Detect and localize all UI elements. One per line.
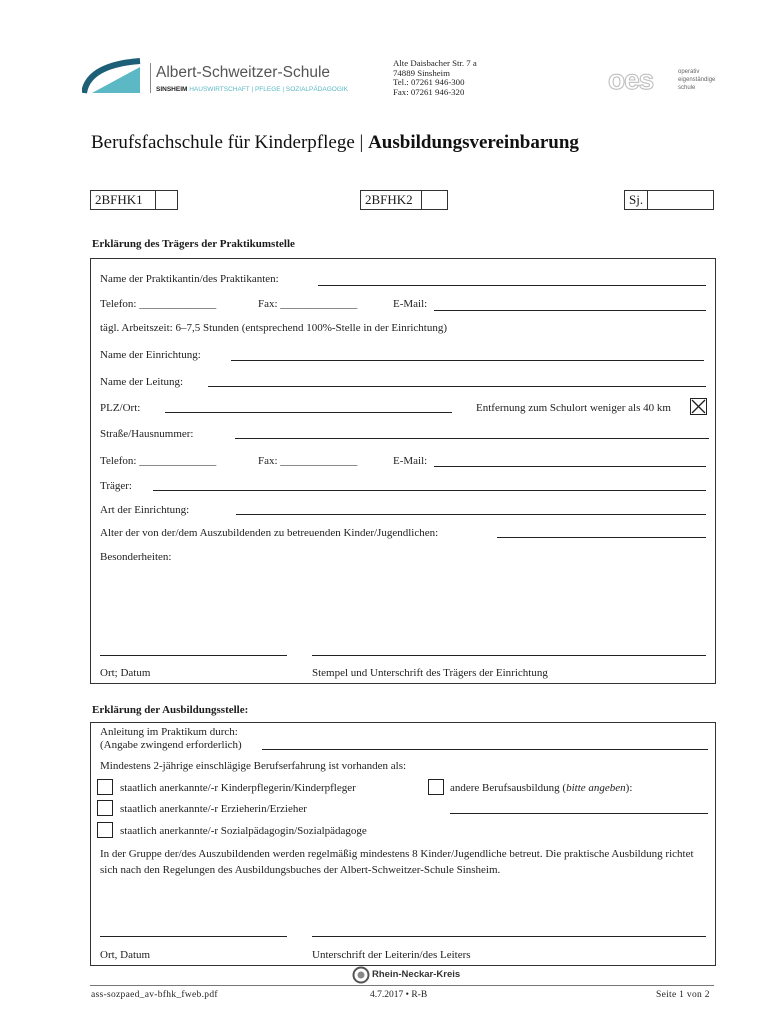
head-name-field[interactable] — [208, 386, 706, 387]
oes-logo: oes — [608, 64, 654, 95]
carrier-field[interactable] — [153, 490, 706, 491]
carrier-label: Träger: — [100, 480, 132, 492]
place-date-field-2[interactable] — [100, 936, 287, 937]
class-1-label: 2BFHK1 — [95, 192, 143, 207]
oes-label: operativ eigenständige schule — [678, 69, 716, 91]
option-educator-label: staatlich anerkannte/-r Erzieherin/Erzieher — [120, 803, 307, 815]
address-street: Alte Daisbacher Str. 7 a — [393, 58, 477, 68]
district-logo-icon — [352, 966, 370, 984]
head-signature-label: Unterschrift der Leiterin/des Leiters — [312, 949, 471, 961]
address-city: 74889 Sinsheim — [393, 67, 450, 78]
class-2-box[interactable] — [360, 190, 448, 210]
institution-email-field[interactable] — [434, 466, 706, 467]
page-title: Berufsfachschule für Kinderpflege | Ausbildungsvereinbarung — [91, 132, 579, 153]
footer-date: 4.7.2017 • R-B — [370, 990, 428, 1000]
school-subtitle: SINSHEIM HAUSWIRTSCHAFT | PFLEGE | SOZIALPÄDAGOGIK — [156, 86, 349, 93]
stamp-signature-label: Stempel und Unterschrift des Trägers der Einrichtung — [312, 667, 548, 679]
option-other-checkbox[interactable] — [428, 779, 444, 795]
section-2-heading: Erklärung der Ausbildungsstelle: — [92, 704, 249, 716]
children-age-field[interactable] — [497, 537, 706, 538]
working-hours-text: tägl. Arbeitszeit: 6–7,5 Stunden (entsprechend 100%-Stelle in der Einrichtung) — [100, 322, 448, 334]
address-fax: Fax: 07261 946-320 — [393, 86, 465, 97]
institution-type-label: Art der Einrichtung: — [100, 504, 190, 516]
option-social-pedagogue-label: staatlich anerkannte/-r Sozialpädagogin/Sozialpädagoge — [120, 825, 367, 837]
trainee-phone-label[interactable]: Telefon: ______________ — [100, 298, 217, 310]
school-year-label: Sj. — [629, 192, 644, 207]
option-other-field[interactable] — [450, 813, 708, 814]
distance-label: Entfernung zum Schulort weniger als 40 km — [476, 402, 671, 414]
option-childcare-label: staatlich anerkannte/-r Kinderpflegerin/Kinderpfleger — [120, 782, 356, 794]
institution-email-label: E-Mail: — [393, 455, 428, 467]
school-logo-mark — [82, 55, 144, 95]
place-date-label-2: Ort, Datum — [100, 949, 151, 961]
footer-filename: ass-sozpaed_av-bfhk_fweb.pdf — [91, 990, 218, 1000]
distance-checkbox[interactable] — [690, 398, 707, 415]
school-name: Albert-Schweitzer-Schule — [156, 64, 331, 81]
institution-type-field[interactable] — [236, 514, 706, 515]
class-2-label: 2BFHK2 — [365, 192, 413, 207]
place-date-label-1: Ort; Datum — [100, 667, 151, 679]
notes-label: Besonderheiten: — [100, 551, 172, 563]
option-social-pedagogue-checkbox[interactable] — [97, 822, 113, 838]
school-address — [393, 59, 477, 97]
head-signature-field[interactable] — [312, 936, 706, 937]
logo-divider — [150, 63, 151, 93]
trainee-email-label: E-Mail: — [393, 298, 428, 310]
guidance-note: (Angabe zwingend erforderlich) — [100, 739, 242, 751]
experience-text: Mindestens 2-jährige einschlägige Berufserfahrung ist vorhanden als: — [100, 760, 407, 772]
trainee-fax-label[interactable]: Fax: ______________ — [258, 298, 358, 310]
stamp-signature-field[interactable] — [312, 655, 706, 656]
street-field[interactable] — [235, 438, 709, 439]
zip-city-label: PLZ/Ort: — [100, 402, 141, 414]
street-label: Straße/Hausnummer: — [100, 428, 194, 440]
option-educator-checkbox[interactable] — [97, 800, 113, 816]
guidance-label: Anleitung im Praktikum durch: — [100, 726, 238, 738]
place-date-field-1[interactable] — [100, 655, 287, 656]
guidance-field[interactable] — [262, 749, 708, 750]
institution-name-field[interactable] — [231, 360, 704, 361]
option-other-label: andere Berufsausbildung (bitte angeben): — [450, 782, 633, 794]
institution-name-label: Name der Einrichtung: — [100, 349, 201, 361]
footer-page-number: Seite 1 von 2 — [656, 990, 710, 1000]
trainee-name-label: Name der Praktikantin/des Praktikanten: — [100, 273, 279, 285]
training-paragraph: In der Gruppe der/des Auszubildenden werden regelmäßig mindestens 8 Kinder/Jugendliche betreut. Die praktische Ausbildung richtet sich nach den Regelungen des Ausbildungsbuches der Albert-Schweitzer-Schule Sinsheim. — [100, 848, 694, 876]
footer-divider — [90, 985, 714, 986]
institution-fax-label[interactable]: Fax: ______________ — [258, 455, 358, 467]
school-year-box[interactable] — [624, 190, 714, 210]
zip-city-field[interactable] — [165, 412, 452, 413]
children-age-label: Alter der von der/dem Auszubildenden zu betreuenden Kinder/Jugendlichen: — [100, 527, 439, 539]
institution-phone-label[interactable]: Telefon: ______________ — [100, 455, 217, 467]
trainee-name-field[interactable] — [318, 285, 706, 286]
option-childcare-checkbox[interactable] — [97, 779, 113, 795]
section-2-frame — [90, 722, 716, 966]
trainee-email-field[interactable] — [434, 310, 706, 311]
district-name: Rhein-Neckar-Kreis — [372, 969, 461, 980]
checkmark-x-icon — [691, 399, 706, 414]
section-1-heading: Erklärung des Trägers der Praktikumstelle — [92, 238, 295, 250]
class-1-box[interactable] — [90, 190, 178, 210]
head-name-label: Name der Leitung: — [100, 376, 184, 388]
address-phone: Tel.: 07261 946-300 — [393, 77, 465, 87]
